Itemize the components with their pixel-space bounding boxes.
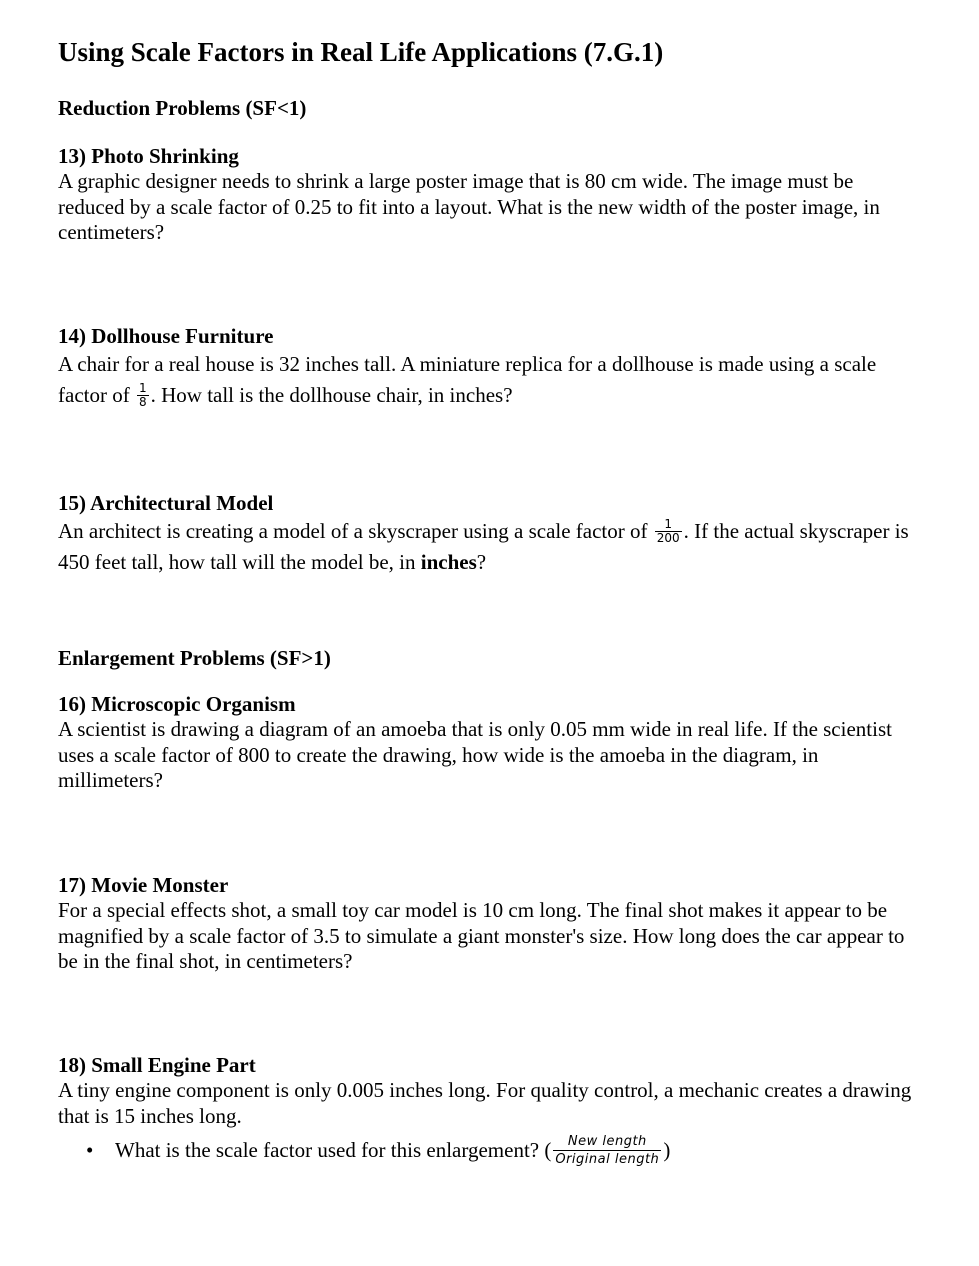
problem-15-text — [58, 516, 920, 578]
fraction-new-over-original-length — [553, 1133, 661, 1168]
fraction-numerator: New length — [553, 1133, 661, 1151]
section-heading-enlargement: Enlargement Problems (SF>1) — [58, 646, 331, 670]
problem-16-text: A scientist is drawing a diagram of an amoeba that is only 0.05 mm wide in real life. If the scientist uses a scale factor of 800 to create the drawing, how wide is the amoeba in the diagram, in millimeters? — [58, 717, 892, 792]
problem-15 — [58, 490, 920, 578]
problem-18-text: A tiny engine component is only 0.005 inches long. For quality control, a mechanic creates a drawing that is 15 inches long. — [58, 1078, 912, 1128]
problem-18-bullet-question: What is the scale factor used for this enlargement? ( — [115, 1138, 552, 1162]
problem-18-bullet-text — [115, 1133, 671, 1167]
fraction-numerator: 1 — [138, 380, 147, 395]
section-heading-reduction: Reduction Problems (SF<1) — [58, 96, 307, 120]
problem-13-title: 13) Photo Shrinking — [58, 144, 239, 168]
fraction-denominator: 200 — [656, 530, 680, 545]
problem-13-text: A graphic designer needs to shrink a large poster image that is 80 cm wide. The image must be reduced by a scale factor of 0.25 to fit into a layout. What is the new width of the poster image, in centimeters? — [58, 169, 880, 244]
problem-15-text-bold: inches — [420, 550, 477, 574]
problem-18-bullet-close: ) — [663, 1138, 671, 1162]
fraction-denominator: 8 — [138, 394, 147, 409]
problem-18-bullet — [86, 1131, 920, 1170]
fraction-one-two-hundredth — [655, 518, 682, 545]
problem-15-text-middle: . If the actual skyscraper is 450 feet tall, how tall will the model be, in — [58, 519, 909, 574]
problem-16-title: 16) Microscopic Organism — [58, 692, 296, 716]
fraction-one-eighth — [137, 382, 149, 409]
fraction-numerator: 1 — [655, 518, 682, 532]
problem-14-title: 14) Dollhouse Furniture — [58, 324, 274, 348]
problem-15-title: 15) Architectural Model — [58, 491, 274, 515]
page-title: Using Scale Factors in Real Life Applications (7.G.1) — [58, 37, 664, 67]
problem-18 — [58, 1052, 920, 1170]
problem-14-text-before: A chair for a real house is 32 inches tall. A miniature replica for a dollhouse is made using a scale factor of — [58, 352, 877, 407]
problem-17 — [58, 872, 920, 975]
bullet-icon: • — [86, 1138, 94, 1162]
problem-18-title: 18) Small Engine Part — [58, 1053, 256, 1077]
problem-14-text — [58, 349, 920, 411]
problem-13 — [58, 143, 920, 246]
problem-17-text: For a special effects shot, a small toy car model is 10 cm long. The final shot makes it appear to be magnified by a scale factor of 3.5 to simulate a giant monster's size. How long does the car appear to be in the final shot, in centimeters? — [58, 898, 905, 973]
problem-15-text-before: An architect is creating a model of a skyscraper using a scale factor of — [58, 519, 648, 543]
problem-14-text-after: . How tall is the dollhouse chair, in inches? — [150, 383, 513, 407]
problem-15-text-after: ? — [476, 550, 487, 574]
fraction-denominator: Original length — [555, 1151, 660, 1167]
problem-17-title: 17) Movie Monster — [58, 873, 229, 897]
problem-14 — [58, 323, 920, 411]
problem-16 — [58, 691, 920, 794]
